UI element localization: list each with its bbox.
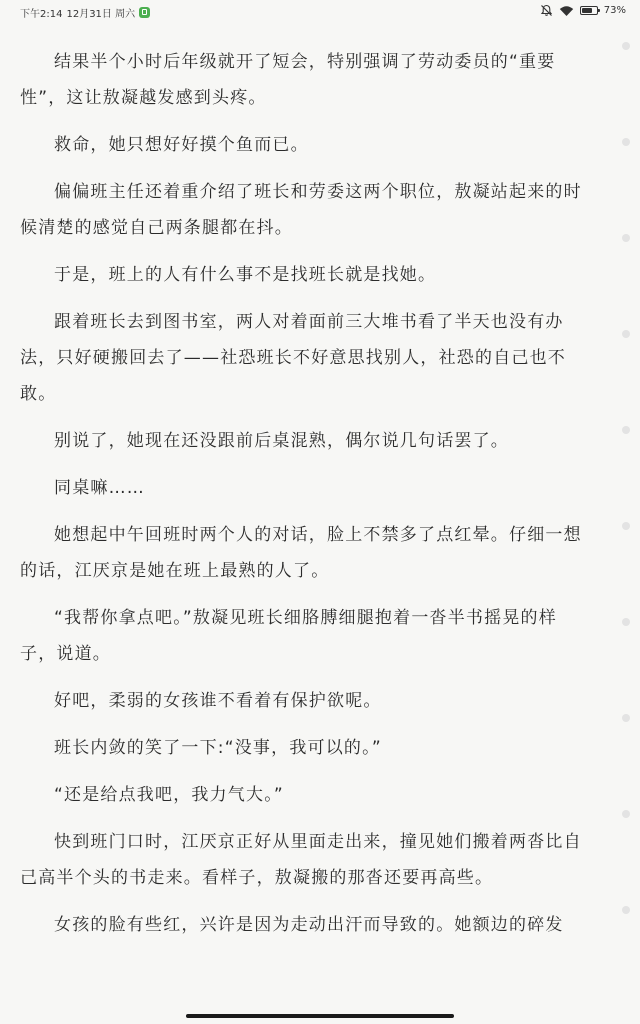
paragraph: 于是，班上的人有什么事不是找班长就是找她。 (54, 265, 437, 285)
battery-icon (580, 6, 598, 15)
page-dot (622, 810, 630, 818)
paragraph: “我帮你拿点吧。”敖凝见班长细胳膊细腿抱着一沓半书摇晃的样子，说道。 (20, 608, 557, 664)
paragraph: 女孩的脸有些红，兴许是因为走动出汗而导致的。她额边的碎发 (54, 915, 564, 935)
page-dot (622, 522, 630, 530)
page-dot (622, 426, 630, 434)
page-dot (622, 42, 630, 50)
page-dot (622, 138, 630, 146)
status-right (540, 4, 626, 17)
paragraph: 别说了，她现在还没跟前后桌混熟，偶尔说几句话罢了。 (54, 431, 509, 451)
paragraph: 跟着班长去到图书室，两人对着面前三大堆书看了半天也没有办法，只好硬搬回去了——社恐班长不好意思找别人，社恐的自己也不敢。 (20, 312, 566, 404)
page-scroll-indicator[interactable] (622, 36, 634, 996)
mute-bell-icon (540, 4, 553, 17)
page-dot (622, 330, 630, 338)
reader-text[interactable] (20, 44, 592, 954)
paragraph: 她想起中午回班时两个人的对话，脸上不禁多了点红晕。仔细一想的话，江厌京是她在班上最熟的人了。 (20, 525, 582, 581)
notification-app-icon (139, 7, 150, 18)
page-dot (622, 906, 630, 914)
paragraph: “还是给点我吧，我力气大。” (54, 785, 284, 805)
paragraph: 快到班门口时，江厌京正好从里面走出来，撞见她们搬着两沓比自己高半个头的书走来。看样子，敖凝搬的那沓还要再高些。 (20, 832, 582, 888)
paragraph: 结果半个小时后年级就开了短会，特别强调了劳动委员的“重要性”，这让敖凝越发感到头疼。 (20, 52, 556, 108)
paragraph: 救命，她只想好好摸个鱼而已。 (54, 135, 309, 155)
status-left (20, 5, 150, 20)
battery-percent: 73% (603, 5, 626, 16)
paragraph: 好吧，柔弱的女孩谁不看着有保护欲呢。 (54, 691, 382, 711)
paragraph: 偏偏班主任还着重介绍了班长和劳委这两个职位，敖凝站起来的时候清楚的感觉自己两条腿都在抖。 (20, 182, 582, 238)
status-date: 12月31日 周六 (66, 9, 136, 20)
page-dot (622, 234, 630, 242)
page-dot (622, 618, 630, 626)
paragraph: 同桌嘛…… (54, 478, 145, 498)
status-time: 下午2:14 (20, 9, 63, 20)
home-indicator[interactable] (186, 1014, 454, 1018)
wifi-icon (559, 5, 574, 17)
status-bar (0, 0, 640, 24)
paragraph: 班长内敛的笑了一下:“没事，我可以的。” (54, 738, 382, 758)
page-dot (622, 714, 630, 722)
battery-fill (582, 8, 592, 13)
